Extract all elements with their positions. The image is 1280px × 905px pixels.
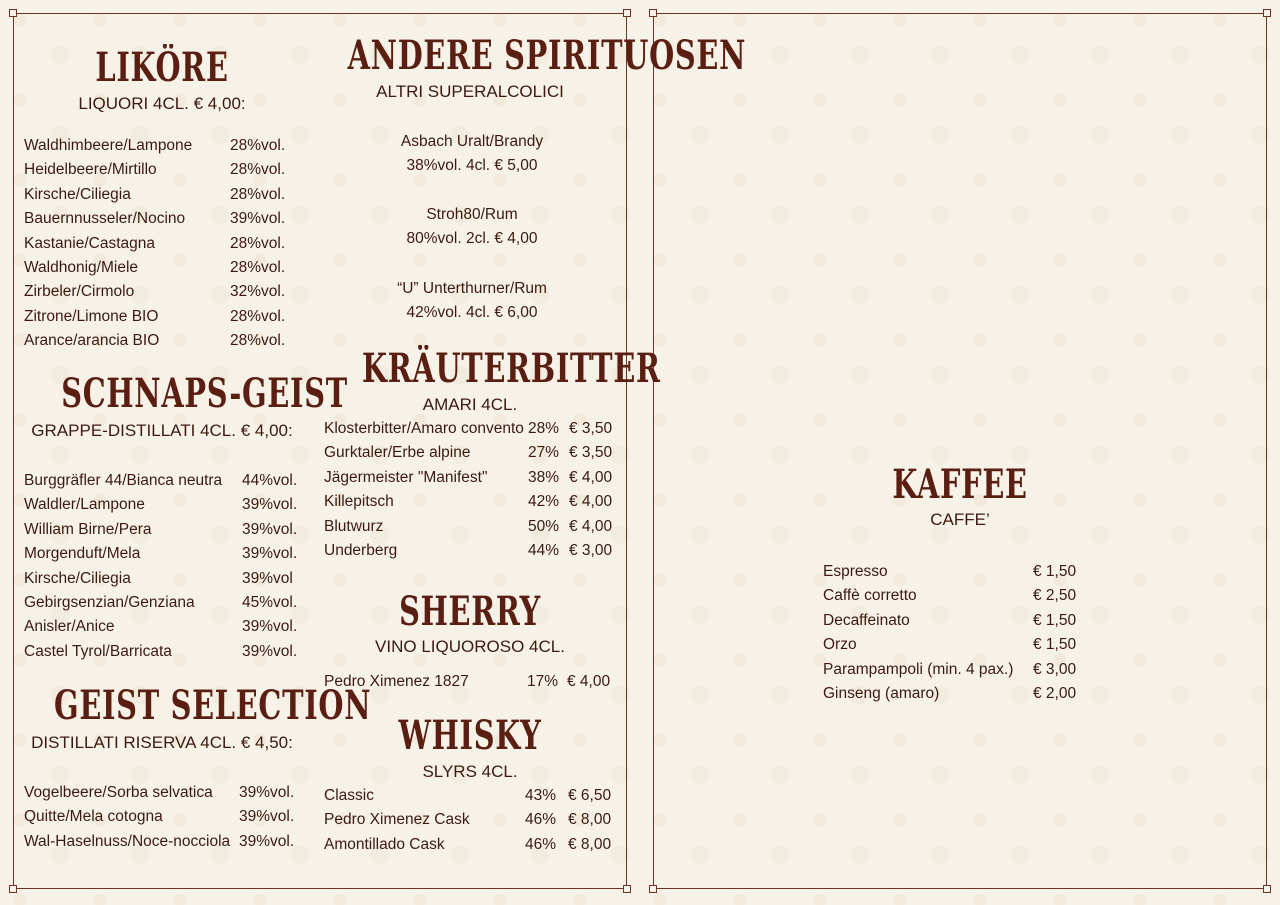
corner-ornament: [649, 9, 657, 17]
list-item-name: Burggräfler 44/Bianca neutra: [24, 472, 223, 489]
spirit-name: Asbach Uralt/Brandy: [400, 133, 544, 150]
list-item-name: Blutwurz: [324, 517, 384, 535]
list-item-vol: 39%vol.: [230, 210, 286, 228]
whisky-subtitle: SLYRS 4CL.: [422, 762, 518, 781]
list-item-vol: 46%: [525, 811, 557, 829]
list-item-price: € 4,00: [567, 673, 611, 690]
list-item-vol: 17%: [527, 673, 559, 690]
list-item-vol: 32%vol.: [230, 283, 286, 301]
list-item-vol: 45%vol.: [242, 594, 298, 611]
list-item-name: Waldler/Lampone: [24, 496, 145, 514]
krauter-title: KRÄUTERBITTER: [362, 345, 661, 392]
list-item-name: Gurktaler/Erbe alpine: [324, 444, 471, 462]
spirit-name: Stroh80/Rum: [426, 206, 518, 223]
geist-title: GEIST SELECTION: [53, 682, 372, 729]
list-item-name: Jägermeister "Manifest": [324, 468, 488, 486]
list-item-vol: 28%vol.: [230, 161, 286, 179]
list-item-vol: 28%vol.: [230, 307, 286, 325]
list-item-name: Wal-Haselnuss/Noce-nocciola: [24, 832, 231, 850]
list-item-vol: 39%vol.: [242, 642, 298, 660]
krauter-subtitle: AMARI 4CL.: [422, 395, 518, 414]
whisky-title: WHISKY: [398, 712, 542, 759]
list-item-vol: 39%vol.: [242, 496, 298, 514]
corner-ornament: [623, 885, 631, 893]
list-item-vol: 46%: [525, 835, 557, 853]
list-item-vol: 28%vol.: [230, 259, 286, 276]
kaffee-title: KAFFEE: [892, 461, 1028, 508]
list-item-price: € 6,50: [568, 787, 612, 804]
list-item-vol: 27%: [528, 444, 560, 462]
andere-title: ANDERE SPIRITUOSEN: [347, 32, 747, 79]
list-item-vol: 39%vol.: [242, 545, 298, 563]
geist-subtitle: DISTILLATI RISERVA 4CL. € 4,50:: [31, 733, 293, 752]
list-item-vol: 39%vol.: [239, 784, 295, 801]
coffee-name: Caffè corretto: [823, 587, 917, 605]
list-item-name: Castel Tyrol/Barricata: [24, 642, 172, 660]
list-item-name: Kirsche/Ciliegia: [24, 185, 131, 203]
list-item-vol: 43%: [525, 787, 557, 804]
list-item-price: € 3,50: [569, 444, 613, 462]
spirit-details: 42%vol. 4cl. € 6,00: [406, 304, 538, 321]
coffee-price: € 2,00: [1033, 685, 1077, 702]
list-item-name: Classic: [324, 787, 374, 804]
list-item-vol: 39%vol.: [239, 832, 295, 850]
corner-ornament: [9, 885, 17, 893]
list-item-name: Anisler/Anice: [24, 618, 115, 636]
spirit-details: 38%vol. 4cl. € 5,00: [406, 157, 538, 174]
list-item-price: € 4,00: [569, 468, 613, 486]
likore-title: LIKÖRE: [95, 44, 229, 91]
coffee-price: € 3,00: [1033, 660, 1077, 678]
andere-subtitle: ALTRI SUPERALCOLICI: [376, 82, 564, 101]
list-item-vol: 39%vol.: [239, 808, 295, 826]
corner-ornament: [649, 885, 657, 893]
coffee-name: Orzo: [823, 636, 857, 654]
corner-ornament: [1263, 885, 1271, 893]
list-item-vol: 39%vol: [242, 569, 293, 587]
list-item-price: € 3,50: [569, 420, 613, 437]
list-item-vol: 28%vol.: [230, 185, 286, 203]
coffee-price: € 1,50: [1033, 611, 1077, 629]
coffee-name: Decaffeinato: [823, 611, 910, 629]
coffee-price: € 1,50: [1033, 563, 1077, 580]
list-item-vol: 42%: [528, 493, 560, 511]
coffee-name: Ginseng (amaro): [823, 685, 940, 702]
list-item-name: Bauernnusseler/Nocino: [24, 210, 186, 228]
sherry-subtitle: VINO LIQUOROSO 4CL.: [375, 637, 565, 656]
coffee-name: Parampampoli (min. 4 pax.): [823, 660, 1014, 678]
list-item-price: € 4,00: [569, 493, 613, 511]
list-item-vol: 38%: [528, 468, 560, 486]
corner-ornament: [1263, 9, 1271, 17]
coffee-price: € 2,50: [1033, 587, 1077, 605]
list-item-name: Klosterbitter/Amaro convento: [324, 420, 524, 437]
list-item-name: Arance/arancia BIO: [24, 332, 160, 350]
list-item-name: Heidelbeere/Mirtillo: [24, 161, 157, 179]
list-item-vol: 50%: [528, 517, 560, 535]
list-item-name: Zitrone/Limone BIO: [24, 307, 159, 325]
corner-ornament: [9, 9, 17, 17]
list-item-vol: 28%: [528, 420, 560, 437]
corner-ornament: [623, 9, 631, 17]
coffee-name: Espresso: [823, 563, 888, 580]
list-item-name: Kirsche/Ciliegia: [24, 569, 131, 587]
list-item-name: Kastanie/Castagna: [24, 234, 155, 252]
list-item-price: € 3,00: [569, 542, 613, 559]
list-item-name: Waldhonig/Miele: [24, 259, 139, 276]
list-item-vol: 44%: [528, 542, 560, 559]
list-item-name: Zirbeler/Cirmolo: [24, 283, 135, 301]
list-item-name: Waldhimbeere/Lampone: [24, 137, 193, 154]
list-item-vol: 39%vol.: [242, 618, 298, 636]
list-item-name: Quitte/Mela cotogna: [24, 808, 163, 826]
schnaps-title: SCHNAPS-GEIST: [61, 370, 348, 417]
list-item-name: Morgenduft/Mela: [24, 545, 141, 563]
spirit-details: 80%vol. 2cl. € 4,00: [406, 230, 538, 247]
list-item-vol: 28%vol.: [230, 137, 286, 154]
list-item-name: Pedro Ximenez 1827: [324, 673, 469, 690]
list-item-price: € 8,00: [568, 835, 612, 853]
list-item-price: € 8,00: [568, 811, 612, 829]
list-item-vol: 39%vol.: [242, 520, 298, 538]
list-item-name: Underberg: [324, 542, 398, 559]
list-item-name: William Birne/Pera: [24, 520, 152, 538]
likore-subtitle: LIQUORI 4CL. € 4,00:: [78, 94, 246, 113]
list-item-vol: 28%vol.: [230, 332, 286, 350]
list-item-name: Amontillado Cask: [324, 835, 445, 853]
list-item-name: Killepitsch: [324, 493, 394, 511]
sherry-title: SHERRY: [399, 588, 541, 635]
coffee-price: € 1,50: [1033, 636, 1077, 654]
list-item-vol: 44%vol.: [242, 472, 298, 489]
kaffee-subtitle: CAFFE’: [930, 510, 990, 529]
list-item-name: Pedro Ximenez Cask: [324, 811, 470, 829]
list-item-vol: 28%vol.: [230, 234, 286, 252]
list-item-name: Gebirgsenzian/Genziana: [24, 594, 195, 611]
schnaps-subtitle: GRAPPE-DISTILLATI 4CL. € 4,00:: [31, 421, 293, 440]
right-menu-panel: [653, 13, 1267, 889]
list-item-price: € 4,00: [569, 517, 613, 535]
spirit-name: “U” Unterthurner/Rum: [397, 280, 547, 297]
list-item-name: Vogelbeere/Sorba selvatica: [24, 784, 213, 801]
